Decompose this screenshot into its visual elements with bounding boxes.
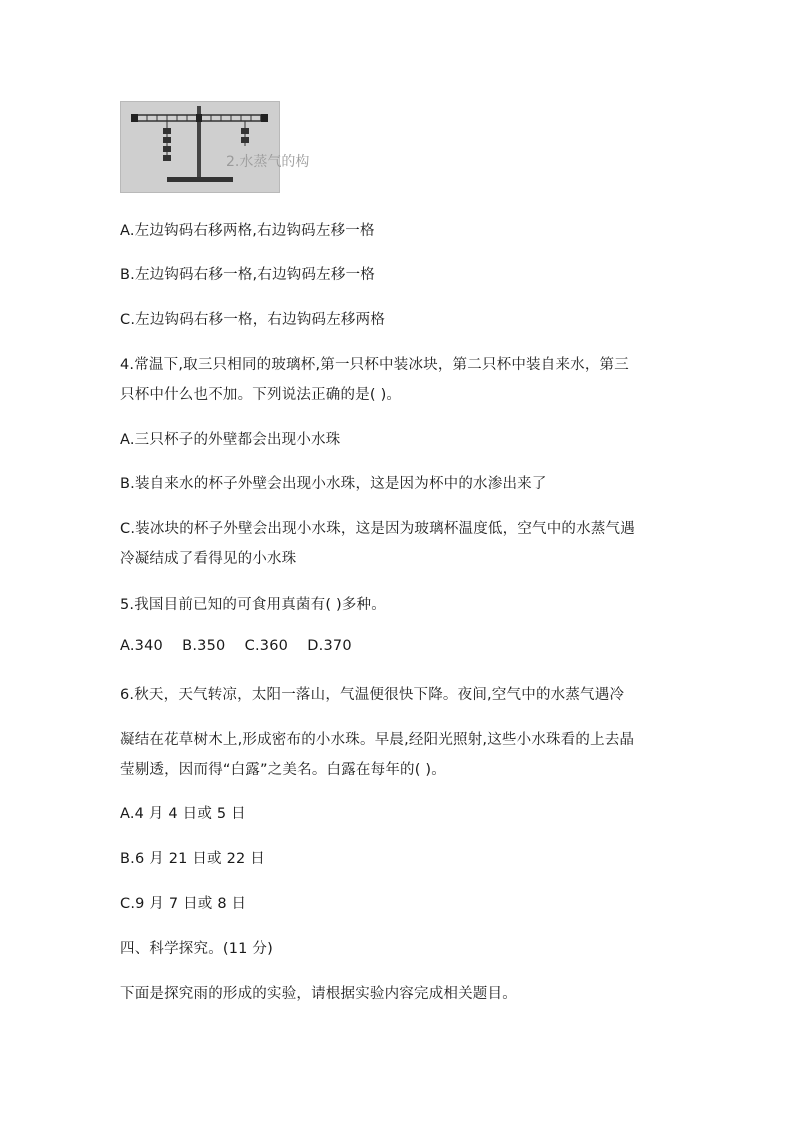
q5-options: A.340 B.350 C.360 D.370 (120, 638, 352, 654)
lever-balance-diagram (121, 102, 310, 192)
section4-heading: 四、科学探究。(11 分) (120, 941, 273, 957)
q4-option-c-line1: C.装冰块的杯子外壁会出现小水珠，这是因为玻璃杯温度低，空气中的水蒸气遇 (120, 521, 635, 537)
lever-balance-figure (120, 101, 310, 193)
q3-option-a: A.左边钩码右移两格,右边钩码左移一格 (120, 223, 375, 239)
figure-watermark: 2.水蒸气的构 (226, 154, 310, 170)
q4-stem-line2: 只杯中什么也不加。下列说法正确的是( )。 (120, 387, 402, 403)
q6-stem-line3: 莹剔透，因而得“白露”之美名。白露在每年的( )。 (120, 762, 446, 778)
q4-option-c-line2: 冷凝结成了看得见的小水珠 (120, 551, 297, 567)
q5-stem: 5.我国目前已知的可食用真菌有( )多种。 (120, 597, 386, 613)
q6-stem-line1: 6.秋天，天气转凉，太阳一落山，气温便很快下降。夜间,空气中的水蒸气遇冷 (120, 687, 625, 703)
q6-option-a: A.4 月 4 日或 5 日 (120, 806, 246, 822)
q6-stem-line2: 凝结在花草树木上,形成密布的小水珠。早晨,经阳光照射,这些小水珠看的上去晶 (120, 732, 635, 748)
q3-option-b: B.左边钩码右移一格,右边钩码左移一格 (120, 267, 375, 283)
q4-stem-line1: 4.常温下,取三只相同的玻璃杯,第一只杯中装冰块，第二只杯中装自来水，第三 (120, 357, 629, 373)
q3-option-c: C.左边钩码右移一格，右边钩码左移两格 (120, 312, 386, 328)
q4-option-b: B.装自来水的杯子外壁会出现小水珠，这是因为杯中的水渗出来了 (120, 476, 547, 492)
section4-intro: 下面是探究雨的形成的实验，请根据实验内容完成相关题目。 (120, 986, 517, 1002)
q6-option-b: B.6 月 21 日或 22 日 (120, 851, 265, 867)
q4-option-a: A.三只杯子的外壁都会出现小水珠 (120, 432, 341, 448)
q6-option-c: C.9 月 7 日或 8 日 (120, 896, 247, 912)
